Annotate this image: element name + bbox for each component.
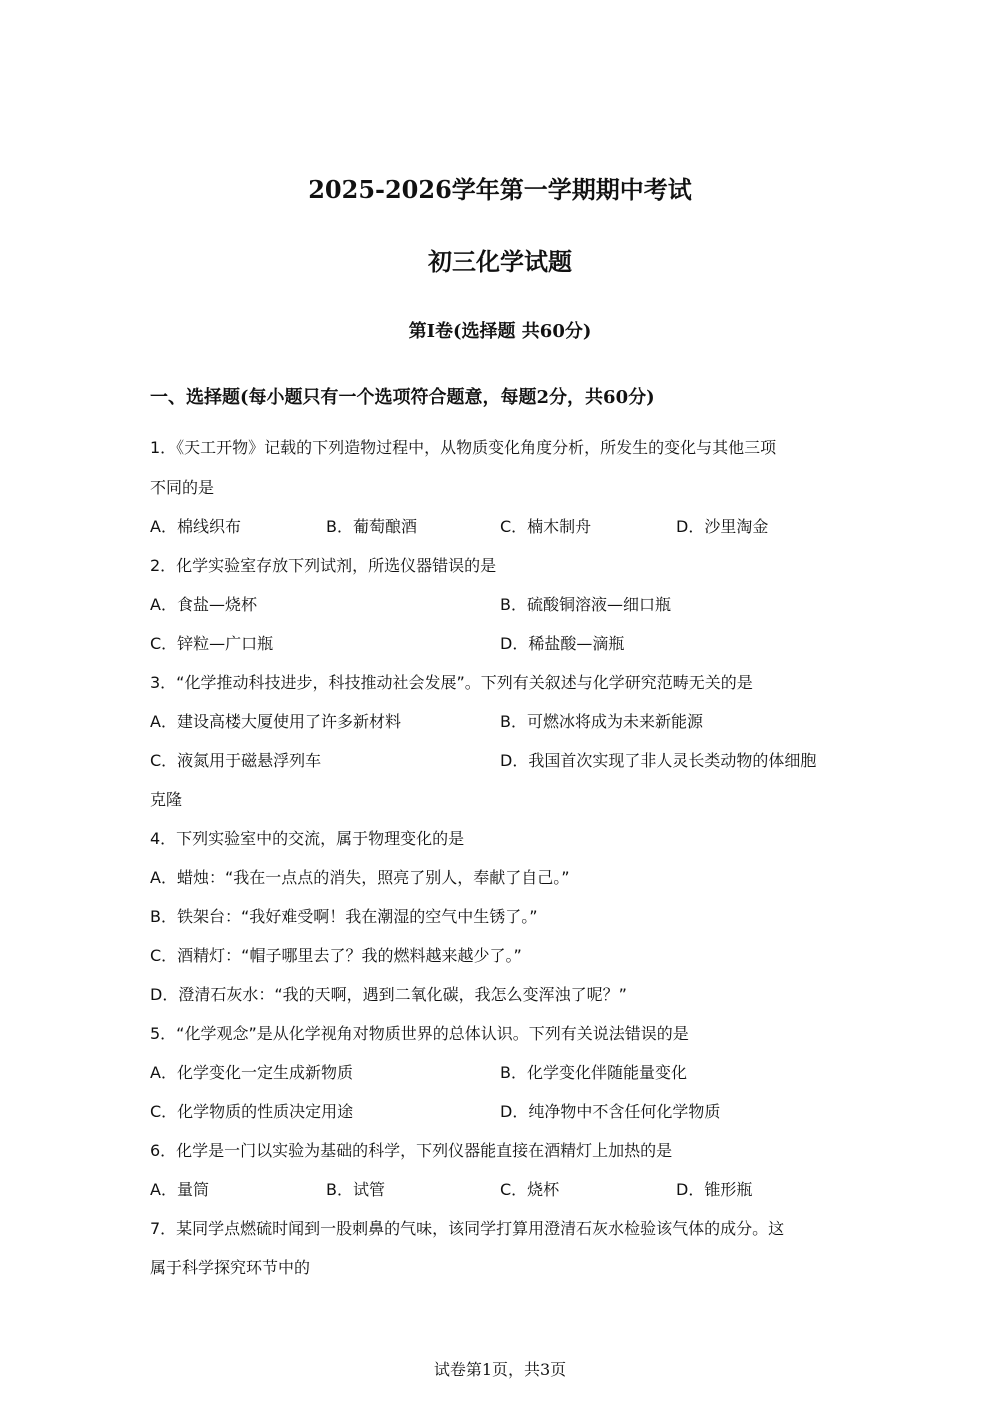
question-6-stem: 6．化学是一门以实验为基础的科学，下列仪器能直接在酒精灯上加热的是: [150, 1141, 673, 1160]
volume-title: 第Ⅰ卷(选择题 共60分): [408, 321, 592, 342]
question-2-option-b: B．硫酸铜溶液—细口瓶: [500, 595, 671, 614]
question-3-option-c: C．液氮用于磁悬浮列车: [150, 751, 322, 770]
question-5-option-a: A．化学变化一定生成新物质: [150, 1063, 353, 1082]
question-6-option-b: B．试管: [326, 1180, 385, 1199]
question-4-option-d: D．澄清石灰水：“我的天啊，遇到二氧化碳，我怎么变浑浊了呢？”: [150, 985, 627, 1004]
question-6-option-a: A．量筒: [150, 1180, 209, 1199]
question-3-option-b: B．可燃冰将成为未来新能源: [500, 712, 703, 731]
question-4-stem: 4．下列实验室中的交流，属于物理变化的是: [150, 829, 465, 848]
question-1-option-c: C．楠木制舟: [500, 517, 592, 536]
question-1-option-b: B．葡萄酿酒: [326, 517, 417, 536]
question-6-option-c: C．烧杯: [500, 1180, 560, 1199]
exam-title: 2025-2026学年第一学期期中考试: [308, 175, 692, 204]
question-2-stem: 2．化学实验室存放下列试剂，所选仪器错误的是: [150, 556, 497, 575]
question-7-stem-line-1: 7．某同学点燃硫时闻到一股刺鼻的气味，该同学打算用澄清石灰水检验该气体的成分。这: [150, 1219, 785, 1238]
section-heading: 一、选择题(每小题只有一个选项符合题意，每题2分，共60分): [150, 387, 655, 408]
question-1-option-d: D．沙里淘金: [676, 517, 769, 536]
question-5-stem: 5．“化学观念”是从化学视角对物质世界的总体认识。下列有关说法错误的是: [150, 1024, 689, 1043]
question-3-option-a: A．建设高楼大厦使用了许多新材料: [150, 712, 401, 731]
question-3-option-d-continuation: 克隆: [150, 790, 183, 809]
question-4-option-b: B．铁架台：“我好难受啊！我在潮湿的空气中生锈了。”: [150, 907, 538, 926]
question-3-stem: 3．“化学推动科技进步，科技推动社会发展”。下列有关叙述与化学研究范畴无关的是: [150, 673, 753, 692]
question-3-option-d: D．我国首次实现了非人灵长类动物的体细胞: [500, 751, 817, 770]
question-6-option-d: D．锥形瓶: [676, 1180, 753, 1199]
question-2-option-d: D．稀盐酸—滴瓶: [500, 634, 625, 653]
question-5-option-d: D．纯净物中不含任何化学物质: [500, 1102, 721, 1121]
page-footer: 试卷第1页，共3页: [433, 1360, 567, 1379]
question-2-option-c: C．锌粒—广口瓶: [150, 634, 274, 653]
question-2-option-a: A．食盐—烧杯: [150, 595, 257, 614]
question-4-option-c: C．酒精灯：“帽子哪里去了？我的燃料越来越少了。”: [150, 946, 522, 965]
question-1-option-a: A．棉线织布: [150, 517, 241, 536]
question-1-stem-line-1: 1．《天工开物》记载的下列造物过程中，从物质变化角度分析，所发生的变化与其他三项: [150, 438, 777, 457]
question-4-option-a: A．蜡烛：“我在一点点的消失，照亮了别人，奉献了自己。”: [150, 868, 570, 887]
question-5-option-c: C．化学物质的性质决定用途: [150, 1102, 354, 1121]
question-7-stem-line-2: 属于科学探究环节中的: [150, 1258, 311, 1277]
question-5-option-b: B．化学变化伴随能量变化: [500, 1063, 687, 1082]
question-1-stem-line-2: 不同的是: [150, 478, 215, 497]
exam-subject-title: 初三化学试题: [428, 247, 572, 276]
